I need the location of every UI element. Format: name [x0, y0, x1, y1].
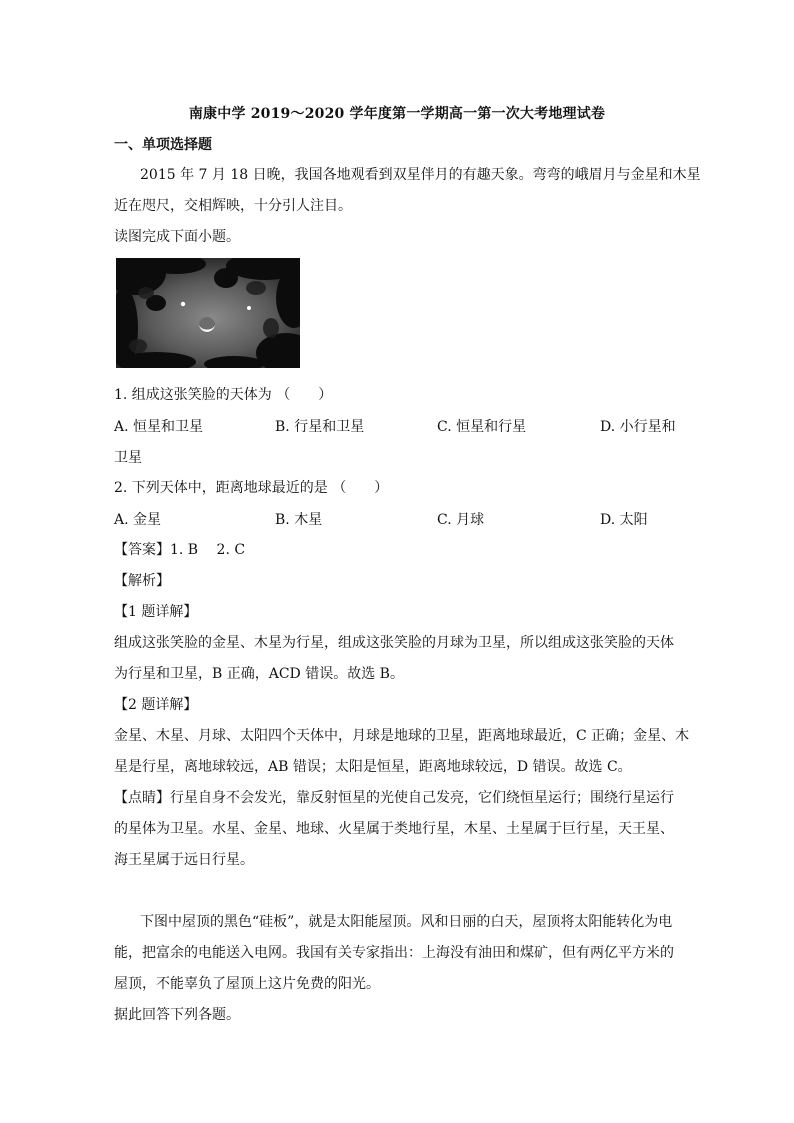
- detail-1-heading: 【1 题详解】: [114, 604, 198, 620]
- passage-2-line-4: 据此回答下列各题。: [114, 1007, 240, 1023]
- moon-planets-photo: [116, 258, 300, 368]
- question-1-option-a: A. 恒星和卫星: [114, 419, 204, 435]
- passage-2-line-1: 下图中屋顶的黑色“硅板”，就是太阳能屋顶。风和日丽的白天，屋顶将太阳能转化为电: [140, 914, 673, 930]
- question-1-option-b: B. 行星和卫星: [275, 419, 365, 435]
- question-1-option-d: D. 小行星和: [600, 419, 676, 435]
- intro-line-3: 读图完成下面小题。: [114, 229, 240, 245]
- question-1-option-c: C. 恒星和行星: [437, 419, 527, 435]
- tip-line-3: 海王星属于远日行星。: [114, 852, 254, 868]
- detail-2-heading: 【2 题详解】: [114, 697, 198, 713]
- tip-line-1: 【点睛】行星自身不会发光，靠反射恒星的光使自己发亮，它们绕恒星运行；围绕行星运行: [114, 790, 674, 806]
- passage-2-line-2: 能，把富余的电能送入电网。我国有关专家指出：上海没有油田和煤矿，但有两亿平方米的: [114, 945, 674, 961]
- detail-2-line-1: 金星、木星、月球、太阳四个天体中，月球是地球的卫星，距离地球最近，C 正确；金星、木: [114, 728, 690, 744]
- detail-1-line-2: 为行星和卫星，B 正确，ACD 错误。故选 B。: [114, 666, 404, 682]
- tip-line-2: 的星体为卫星。水星、金星、地球、火星属于类地行星，木星、土星属于巨行星，天王星、: [114, 821, 674, 837]
- analysis-heading: 【解析】: [114, 573, 170, 589]
- question-1-option-d-wrap: 卫星: [114, 450, 142, 466]
- question-2-stem: 2. 下列天体中，距离地球最近的是 （ ）: [114, 480, 389, 496]
- passage-2-line-3: 屋顶，不能辜负了屋顶上这片免费的阳光。: [114, 976, 380, 992]
- question-2-option-d: D. 太阳: [600, 512, 648, 528]
- question-1-stem: 1. 组成这张笑脸的天体为 （ ）: [114, 387, 333, 403]
- intro-line-1: 2015 年 7 月 18 日晚，我国各地观看到双星伴月的有趣天象。弯弯的峨眉月与金星和木星: [140, 167, 701, 183]
- section-heading: 一、单项选择题: [114, 137, 212, 153]
- question-2-option-b: B. 木星: [275, 512, 323, 528]
- intro-line-2: 近在咫尺，交相辉映，十分引人注目。: [114, 198, 352, 214]
- answer-line: 【答案】1. B 2. C: [114, 542, 246, 558]
- question-2-option-c: C. 月球: [437, 512, 485, 528]
- detail-2-line-2: 星是行星，离地球较远，AB 错误；太阳是恒星，距离地球较远，D 错误。故选 C。: [114, 759, 632, 775]
- question-2-option-a: A. 金星: [114, 512, 162, 528]
- detail-1-line-1: 组成这张笑脸的金星、木星为行星，组成这张笑脸的月球为卫星，所以组成这张笑脸的天体: [114, 635, 674, 651]
- paper-title: 南康中学 2019～2020 学年度第一学期高一第一次大考地理试卷: [188, 106, 606, 122]
